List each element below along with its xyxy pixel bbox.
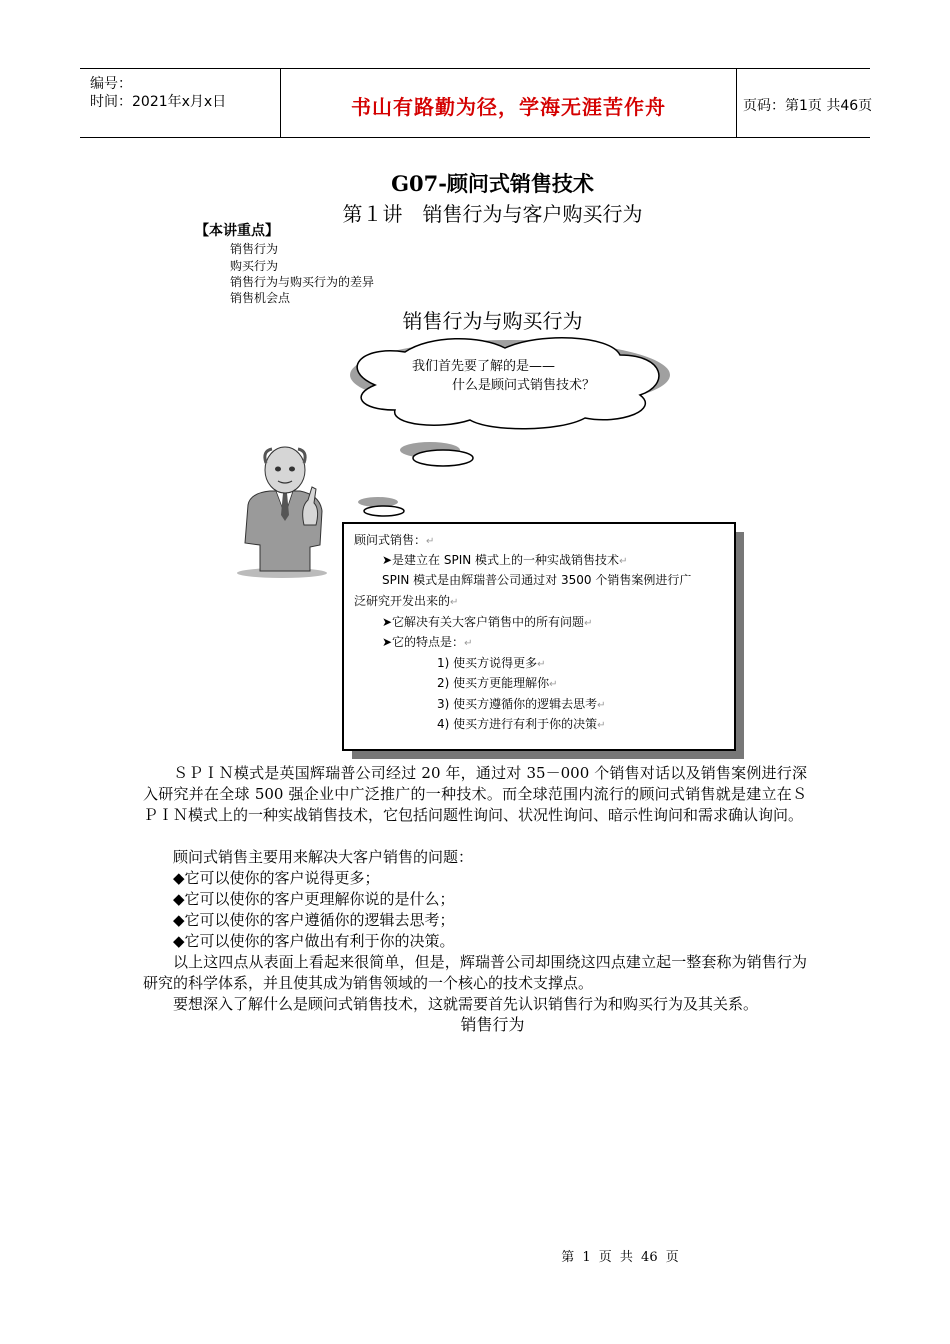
box-feature-2: 2) 使买方更能理解你↵	[437, 676, 558, 690]
cloud-line-2: 什么是顾问式销售技术？	[452, 378, 596, 393]
consultative-sales-box	[342, 522, 736, 751]
motto: 书山有路勤为径，学海无涯苦作舟	[351, 95, 666, 119]
page-footer: 第 1 页 共 46 页	[561, 1250, 679, 1265]
document-title: G07-顾问式销售技术	[391, 171, 594, 196]
section-title-2: 销售行为	[460, 1015, 525, 1034]
box-text-1a: SPIN 模式是由辉瑞普公司通过对 3500 个销售案例进行广	[382, 573, 692, 587]
key-point-item: 销售机会点	[230, 291, 291, 305]
box-heading: 顾问式销售：↵	[354, 533, 435, 547]
key-point-item: 销售行为	[230, 242, 279, 256]
page-info: 页码：第1页 共46页	[743, 98, 873, 114]
businessman-illustration	[230, 445, 340, 580]
time-label: 时间：2021年x月x日	[90, 94, 227, 110]
body-paragraph-1: ＳＰＩＮ模式是英国辉瑞普公司经过 20 年，通过对 35－000 个销售对话以及销售案例进行深入研究并在全球 500 强企业中广泛推广的一种技术。而全球范围内流行的顾问式销售就是建立在ＳＰＩＮ模式上的一种实战销售技术，它包括问题性询问、状况性询问、暗示性询问和需求确认询问。	[143, 764, 807, 824]
box-bullet-3: ➤它的特点是：↵	[382, 635, 473, 649]
key-points-heading: 【本讲重点】	[195, 223, 279, 239]
box-text-1b: 泛研究开发出来的↵	[354, 594, 459, 608]
code-label: 编号：	[90, 76, 132, 92]
lecture-title: 第１讲 销售行为与客户购买行为	[342, 202, 643, 226]
body-paragraph-2: 顾问式销售主要用来解决大客户销售的问题：	[173, 848, 474, 866]
body-paragraph-3: 以上这四点从表面上看起来很简单，但是，辉瑞普公司却围绕这四点建立起一整套称为销售行为研究的科学体系，并且使其成为销售领域的一个核心的技术支撑点。	[143, 953, 807, 992]
body-paragraph-4: 要想深入了解什么是顾问式销售技术，这就需要首先认识销售行为和购买行为及其关系。	[173, 995, 759, 1013]
section-title: 销售行为与购买行为	[402, 309, 583, 333]
box-bullet-1: ➤是建立在 SPIN 模式上的一种实战销售技术↵	[382, 553, 628, 567]
box-feature-3: 3) 使买方遵循你的逻辑去思考↵	[437, 697, 606, 711]
cloud-line-1: 我们首先要了解的是——	[412, 359, 556, 374]
box-feature-4: 4) 使买方进行有利于你的决策↵	[437, 717, 606, 731]
body-bullet-1: ◆它可以使你的客户说得更多；	[173, 869, 380, 887]
box-bullet-2: ➤它解决有关大客户销售中的所有问题↵	[382, 615, 593, 629]
header-motto-cell	[280, 69, 737, 137]
key-point-item: 购买行为	[230, 259, 279, 273]
body-bullet-2: ◆它可以使你的客户更理解你说的是什么；	[173, 890, 455, 908]
header-page-cell	[735, 69, 873, 137]
header-meta-cell	[80, 69, 280, 137]
header-table	[80, 68, 873, 138]
box-feature-1: 1) 使买方说得更多↵	[437, 656, 546, 670]
body-bullet-4: ◆它可以使你的客户做出有利于你的决策。	[173, 932, 455, 950]
key-point-item: 销售行为与购买行为的差异	[230, 275, 375, 289]
body-bullet-3: ◆它可以使你的客户遵循你的逻辑去思考；	[173, 911, 455, 929]
